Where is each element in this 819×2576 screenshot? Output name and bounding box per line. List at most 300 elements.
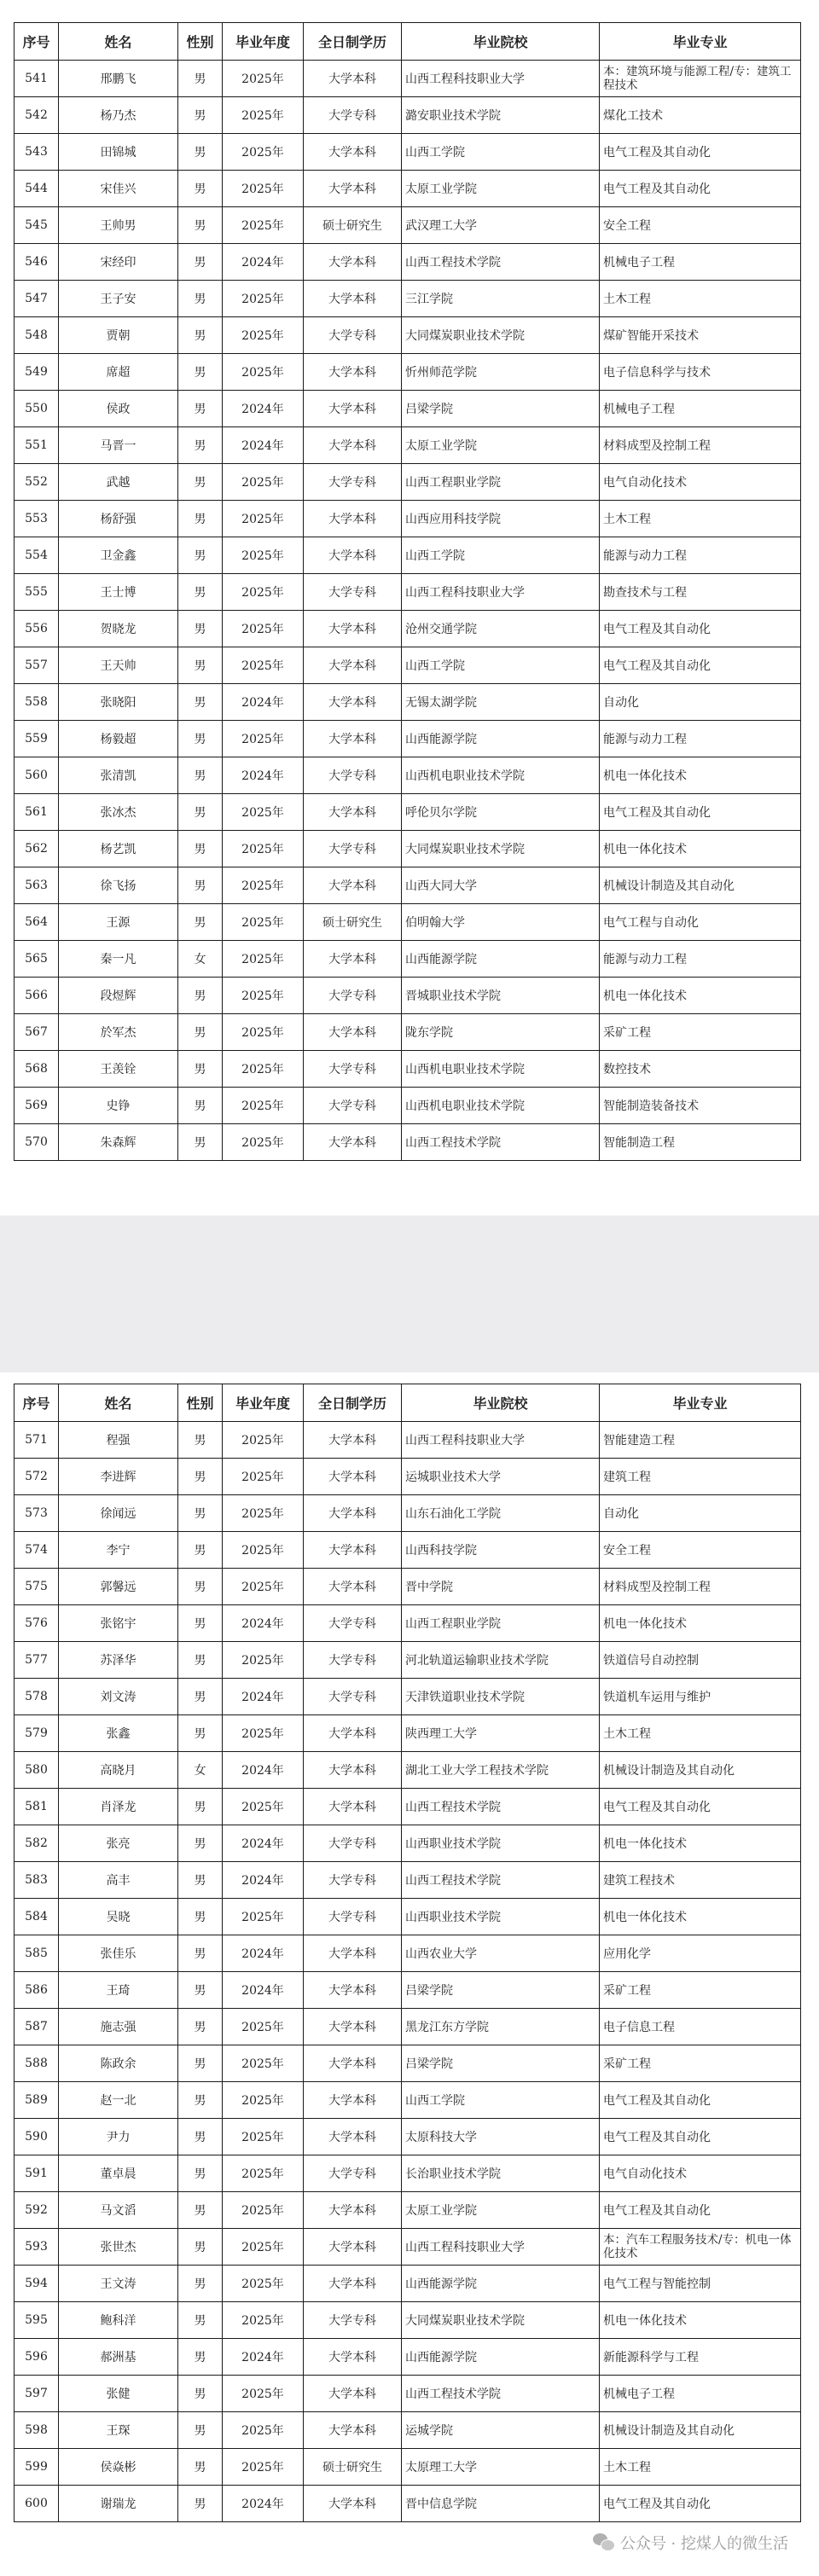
table-row <box>15 647 801 684</box>
cell-year: 2024年 <box>223 1862 304 1899</box>
cell-gender: 男 <box>178 904 223 941</box>
cell-year: 2025年 <box>223 1532 304 1569</box>
header-school: 毕业院校 <box>402 1384 600 1422</box>
cell-degree: 大学本科 <box>304 2119 402 2155</box>
cell-name: 於军杰 <box>59 1014 178 1051</box>
cell-gender: 男 <box>178 1422 223 1459</box>
cell-gender: 男 <box>178 684 223 721</box>
cell-gender: 男 <box>178 427 223 464</box>
cell-school: 山西能源学院 <box>402 721 600 757</box>
cell-gender: 男 <box>178 1935 223 1972</box>
cell-school: 陕西理工大学 <box>402 1715 600 1752</box>
table-row <box>15 1899 801 1935</box>
cell-school: 太原工业学院 <box>402 171 600 207</box>
cell-school: 山西农业大学 <box>402 1935 600 1972</box>
cell-school: 山西科技学院 <box>402 1532 600 1569</box>
cell-major: 电气自动化技术 <box>600 2155 801 2192</box>
cell-degree: 大学本科 <box>304 794 402 831</box>
table-row <box>15 2339 801 2376</box>
cell-school: 长治职业技术学院 <box>402 2155 600 2192</box>
cell-school: 山西能源学院 <box>402 941 600 978</box>
table-row <box>15 244 801 281</box>
cell-year: 2025年 <box>223 1789 304 1825</box>
cell-gender: 男 <box>178 1642 223 1679</box>
table-row <box>15 1642 801 1679</box>
cell-no: 594 <box>15 2266 59 2302</box>
cell-no: 560 <box>15 757 59 794</box>
cell-name: 杨毅超 <box>59 721 178 757</box>
cell-school: 大同煤炭职业技术学院 <box>402 317 600 354</box>
cell-name: 宋经印 <box>59 244 178 281</box>
cell-no: 584 <box>15 1899 59 1935</box>
table-row <box>15 1088 801 1124</box>
cell-major: 能源与动力工程 <box>600 537 801 574</box>
cell-year: 2024年 <box>223 1679 304 1715</box>
table-row <box>15 97 801 134</box>
cell-school: 伯明翰大学 <box>402 904 600 941</box>
header-year: 毕业年度 <box>223 1384 304 1422</box>
cell-school: 大同煤炭职业技术学院 <box>402 2302 600 2339</box>
cell-no: 579 <box>15 1715 59 1752</box>
cell-major: 智能制造装备技术 <box>600 1088 801 1124</box>
header-gender: 性别 <box>178 1384 223 1422</box>
cell-name: 王羡铨 <box>59 1051 178 1088</box>
cell-year: 2025年 <box>223 1715 304 1752</box>
cell-name: 尹力 <box>59 2119 178 2155</box>
cell-year: 2025年 <box>223 2302 304 2339</box>
cell-major: 应用化学 <box>600 1935 801 1972</box>
table-row <box>15 134 801 171</box>
cell-school: 无锡太湖学院 <box>402 684 600 721</box>
cell-degree: 大学本科 <box>304 1495 402 1532</box>
cell-gender: 男 <box>178 1088 223 1124</box>
cell-degree: 大学本科 <box>304 1715 402 1752</box>
cell-year: 2025年 <box>223 794 304 831</box>
cell-gender: 男 <box>178 2229 223 2266</box>
table-row <box>15 501 801 537</box>
cell-year: 2024年 <box>223 1935 304 1972</box>
table-row <box>15 1972 801 2009</box>
cell-degree: 大学专科 <box>304 574 402 611</box>
cell-year: 2025年 <box>223 2082 304 2119</box>
cell-major: 电气工程及其自动化 <box>600 611 801 647</box>
cell-school: 山西机电职业技术学院 <box>402 1051 600 1088</box>
cell-degree: 大学专科 <box>304 2302 402 2339</box>
cell-no: 563 <box>15 867 59 904</box>
cell-degree: 大学专科 <box>304 1088 402 1124</box>
cell-major: 机电一体化技术 <box>600 1899 801 1935</box>
cell-degree: 大学本科 <box>304 867 402 904</box>
cell-gender: 男 <box>178 1124 223 1161</box>
cell-name: 杨乃杰 <box>59 97 178 134</box>
cell-year: 2025年 <box>223 1642 304 1679</box>
cell-school: 吕梁学院 <box>402 1972 600 2009</box>
roster-table-1 <box>14 22 801 1161</box>
cell-year: 2025年 <box>223 1569 304 1605</box>
cell-year: 2025年 <box>223 2119 304 2155</box>
cell-gender: 男 <box>178 574 223 611</box>
cell-no: 546 <box>15 244 59 281</box>
cell-year: 2025年 <box>223 97 304 134</box>
cell-gender: 男 <box>178 2192 223 2229</box>
cell-major: 土木工程 <box>600 501 801 537</box>
cell-name: 朱森辉 <box>59 1124 178 1161</box>
header-major: 毕业专业 <box>600 1384 801 1422</box>
table-row <box>15 1495 801 1532</box>
cell-degree: 大学本科 <box>304 354 402 391</box>
cell-gender: 男 <box>178 2376 223 2412</box>
table-row <box>15 391 801 427</box>
cell-no: 541 <box>15 61 59 97</box>
cell-no: 599 <box>15 2449 59 2486</box>
cell-year: 2025年 <box>223 1014 304 1051</box>
cell-no: 567 <box>15 1014 59 1051</box>
cell-year: 2024年 <box>223 2486 304 2522</box>
cell-no: 575 <box>15 1569 59 1605</box>
cell-name: 李宁 <box>59 1532 178 1569</box>
cell-major: 自动化 <box>600 684 801 721</box>
cell-year: 2025年 <box>223 2376 304 2412</box>
cell-degree: 大学专科 <box>304 1605 402 1642</box>
cell-major: 电子信息科学与技术 <box>600 354 801 391</box>
cell-no: 572 <box>15 1459 59 1495</box>
cell-school: 吕梁学院 <box>402 2045 600 2082</box>
cell-degree: 大学本科 <box>304 2009 402 2045</box>
cell-degree: 大学本科 <box>304 1124 402 1161</box>
table-row <box>15 1124 801 1161</box>
cell-year: 2025年 <box>223 1124 304 1161</box>
cell-name: 杨舒强 <box>59 501 178 537</box>
cell-gender: 男 <box>178 794 223 831</box>
cell-gender: 男 <box>178 1862 223 1899</box>
cell-degree: 大学本科 <box>304 1422 402 1459</box>
cell-major: 勘查技术与工程 <box>600 574 801 611</box>
cell-major: 材料成型及控制工程 <box>600 427 801 464</box>
cell-no: 583 <box>15 1862 59 1899</box>
cell-major: 采矿工程 <box>600 1972 801 2009</box>
cell-name: 张鑫 <box>59 1715 178 1752</box>
cell-year: 2025年 <box>223 2045 304 2082</box>
table-row <box>15 1862 801 1899</box>
cell-degree: 大学本科 <box>304 1532 402 1569</box>
table-row <box>15 684 801 721</box>
cell-school: 忻州师范学院 <box>402 354 600 391</box>
cell-no: 551 <box>15 427 59 464</box>
cell-year: 2024年 <box>223 757 304 794</box>
cell-gender: 男 <box>178 1899 223 1935</box>
cell-gender: 男 <box>178 2082 223 2119</box>
header-year: 毕业年度 <box>223 23 304 61</box>
cell-year: 2025年 <box>223 1088 304 1124</box>
cell-major: 电气工程及其自动化 <box>600 1789 801 1825</box>
cell-degree: 大学本科 <box>304 1752 402 1789</box>
cell-gender: 男 <box>178 757 223 794</box>
cell-degree: 大学本科 <box>304 2045 402 2082</box>
cell-school: 陇东学院 <box>402 1014 600 1051</box>
cell-year: 2025年 <box>223 2192 304 2229</box>
cell-year: 2025年 <box>223 831 304 867</box>
cell-no: 596 <box>15 2339 59 2376</box>
cell-gender: 男 <box>178 2009 223 2045</box>
cell-major: 数控技术 <box>600 1051 801 1088</box>
cell-major: 电气工程及其自动化 <box>600 2192 801 2229</box>
cell-name: 史铮 <box>59 1088 178 1124</box>
cell-school: 山西工程科技职业大学 <box>402 574 600 611</box>
cell-degree: 大学本科 <box>304 2376 402 2412</box>
cell-degree: 大学专科 <box>304 97 402 134</box>
cell-major: 铁道信号自动控制 <box>600 1642 801 1679</box>
cell-name: 张世杰 <box>59 2229 178 2266</box>
cell-no: 547 <box>15 281 59 317</box>
cell-gender: 男 <box>178 1679 223 1715</box>
cell-no: 586 <box>15 1972 59 2009</box>
cell-year: 2025年 <box>223 1459 304 1495</box>
cell-no: 588 <box>15 2045 59 2082</box>
cell-no: 562 <box>15 831 59 867</box>
cell-major: 采矿工程 <box>600 1014 801 1051</box>
cell-school: 山西应用科技学院 <box>402 501 600 537</box>
cell-no: 552 <box>15 464 59 501</box>
cell-name: 邢鹏飞 <box>59 61 178 97</box>
cell-year: 2025年 <box>223 2449 304 2486</box>
cell-gender: 男 <box>178 1715 223 1752</box>
cell-major: 机电一体化技术 <box>600 757 801 794</box>
table-row <box>15 794 801 831</box>
cell-major: 电子信息工程 <box>600 2009 801 2045</box>
table-row <box>15 1569 801 1605</box>
cell-name: 董卓晨 <box>59 2155 178 2192</box>
cell-gender: 男 <box>178 1825 223 1862</box>
cell-major: 能源与动力工程 <box>600 721 801 757</box>
table-row <box>15 2412 801 2449</box>
cell-degree: 大学本科 <box>304 61 402 97</box>
table-row <box>15 904 801 941</box>
cell-no: 569 <box>15 1088 59 1124</box>
cell-year: 2025年 <box>223 134 304 171</box>
cell-gender: 男 <box>178 317 223 354</box>
cell-major: 机电一体化技术 <box>600 2302 801 2339</box>
cell-school: 山东石油化工学院 <box>402 1495 600 1532</box>
cell-major: 机械电子工程 <box>600 2376 801 2412</box>
cell-no: 587 <box>15 2009 59 2045</box>
cell-name: 王士博 <box>59 574 178 611</box>
cell-degree: 大学本科 <box>304 1569 402 1605</box>
cell-year: 2025年 <box>223 61 304 97</box>
cell-gender: 男 <box>178 1972 223 2009</box>
cell-no: 561 <box>15 794 59 831</box>
cell-degree: 大学本科 <box>304 134 402 171</box>
cell-name: 宋佳兴 <box>59 171 178 207</box>
table-row <box>15 2266 801 2302</box>
header-major: 毕业专业 <box>600 23 801 61</box>
cell-school: 山西工程职业学院 <box>402 464 600 501</box>
cell-year: 2024年 <box>223 1605 304 1642</box>
cell-name: 王子安 <box>59 281 178 317</box>
header-name: 姓名 <box>59 1384 178 1422</box>
cell-gender: 男 <box>178 611 223 647</box>
cell-gender: 男 <box>178 831 223 867</box>
cell-name: 郭馨远 <box>59 1569 178 1605</box>
cell-degree: 大学本科 <box>304 2266 402 2302</box>
cell-gender: 男 <box>178 2155 223 2192</box>
cell-name: 杨艺凯 <box>59 831 178 867</box>
cell-school: 山西工学院 <box>402 2082 600 2119</box>
cell-gender: 男 <box>178 867 223 904</box>
cell-degree: 大学专科 <box>304 757 402 794</box>
cell-no: 542 <box>15 97 59 134</box>
table-row <box>15 757 801 794</box>
cell-year: 2025年 <box>223 281 304 317</box>
table-row <box>15 281 801 317</box>
header-name: 姓名 <box>59 23 178 61</box>
cell-school: 吕梁学院 <box>402 391 600 427</box>
cell-school: 山西工程技术学院 <box>402 1124 600 1161</box>
cell-degree: 大学本科 <box>304 2486 402 2522</box>
cell-year: 2025年 <box>223 464 304 501</box>
cell-year: 2025年 <box>223 2229 304 2266</box>
table-header-row <box>15 23 801 61</box>
cell-year: 2025年 <box>223 1051 304 1088</box>
table-row <box>15 1051 801 1088</box>
cell-major: 新能源科学与工程 <box>600 2339 801 2376</box>
cell-year: 2025年 <box>223 1422 304 1459</box>
cell-gender: 男 <box>178 1569 223 1605</box>
table-row <box>15 207 801 244</box>
cell-gender: 男 <box>178 501 223 537</box>
cell-degree: 大学本科 <box>304 427 402 464</box>
cell-year: 2025年 <box>223 317 304 354</box>
cell-major: 电气工程及其自动化 <box>600 2119 801 2155</box>
cell-no: 556 <box>15 611 59 647</box>
header-gender: 性别 <box>178 23 223 61</box>
table-row <box>15 2082 801 2119</box>
cell-major: 机械设计制造及其自动化 <box>600 1752 801 1789</box>
cell-degree: 大学本科 <box>304 2082 402 2119</box>
cell-gender: 男 <box>178 134 223 171</box>
cell-year: 2024年 <box>223 684 304 721</box>
cell-no: 548 <box>15 317 59 354</box>
cell-no: 585 <box>15 1935 59 1972</box>
cell-no: 578 <box>15 1679 59 1715</box>
cell-no: 574 <box>15 1532 59 1569</box>
cell-degree: 硕士研究生 <box>304 207 402 244</box>
cell-no: 590 <box>15 2119 59 2155</box>
cell-no: 553 <box>15 501 59 537</box>
cell-degree: 大学本科 <box>304 244 402 281</box>
cell-degree: 大学专科 <box>304 1862 402 1899</box>
cell-name: 马文滔 <box>59 2192 178 2229</box>
cell-school: 运城职业技术大学 <box>402 1459 600 1495</box>
header-no: 序号 <box>15 23 59 61</box>
table-row <box>15 171 801 207</box>
header-degree: 全日制学历 <box>304 23 402 61</box>
cell-gender: 男 <box>178 1051 223 1088</box>
cell-degree: 大学专科 <box>304 978 402 1014</box>
cell-no: 582 <box>15 1825 59 1862</box>
cell-major: 电气工程及其自动化 <box>600 647 801 684</box>
cell-school: 沧州交通学院 <box>402 611 600 647</box>
cell-no: 544 <box>15 171 59 207</box>
cell-year: 2024年 <box>223 2339 304 2376</box>
cell-year: 2025年 <box>223 2155 304 2192</box>
cell-no: 570 <box>15 1124 59 1161</box>
cell-gender: 男 <box>178 1014 223 1051</box>
cell-school: 山西工学院 <box>402 647 600 684</box>
header-no: 序号 <box>15 1384 59 1422</box>
cell-gender: 女 <box>178 1752 223 1789</box>
cell-school: 山西工程职业学院 <box>402 1605 600 1642</box>
cell-name: 王琛 <box>59 2412 178 2449</box>
cell-year: 2025年 <box>223 941 304 978</box>
cell-gender: 男 <box>178 2486 223 2522</box>
table-row <box>15 941 801 978</box>
table-row <box>15 2486 801 2522</box>
cell-degree: 硕士研究生 <box>304 904 402 941</box>
wechat-icon <box>593 2533 615 2552</box>
cell-school: 山西工程技术学院 <box>402 1862 600 1899</box>
table-row <box>15 2192 801 2229</box>
cell-name: 张佳乐 <box>59 1935 178 1972</box>
table-row <box>15 1459 801 1495</box>
table-row <box>15 317 801 354</box>
cell-year: 2025年 <box>223 2266 304 2302</box>
cell-name: 贺晓龙 <box>59 611 178 647</box>
cell-school: 山西职业技术学院 <box>402 1899 600 1935</box>
cell-name: 张冰杰 <box>59 794 178 831</box>
cell-no: 576 <box>15 1605 59 1642</box>
cell-school: 山西职业技术学院 <box>402 1825 600 1862</box>
roster-table-2 <box>14 1384 801 2522</box>
table-row <box>15 1679 801 1715</box>
cell-name: 张健 <box>59 2376 178 2412</box>
cell-year: 2025年 <box>223 2009 304 2045</box>
cell-school: 运城学院 <box>402 2412 600 2449</box>
cell-gender: 男 <box>178 2119 223 2155</box>
cell-name: 武越 <box>59 464 178 501</box>
cell-name: 马晋一 <box>59 427 178 464</box>
cell-major: 电气工程与智能控制 <box>600 2266 801 2302</box>
cell-year: 2025年 <box>223 574 304 611</box>
cell-name: 施志强 <box>59 2009 178 2045</box>
cell-school: 太原理工大学 <box>402 2449 600 2486</box>
cell-name: 王源 <box>59 904 178 941</box>
cell-degree: 大学本科 <box>304 941 402 978</box>
cell-major: 建筑工程技术 <box>600 1862 801 1899</box>
table-row <box>15 464 801 501</box>
cell-no: 545 <box>15 207 59 244</box>
table-header-row <box>15 1384 801 1422</box>
table-row <box>15 867 801 904</box>
table-row <box>15 574 801 611</box>
cell-no: 573 <box>15 1495 59 1532</box>
cell-degree: 大学专科 <box>304 1051 402 1088</box>
cell-no: 581 <box>15 1789 59 1825</box>
cell-name: 席超 <box>59 354 178 391</box>
cell-school: 山西能源学院 <box>402 2339 600 2376</box>
cell-major: 电气工程及其自动化 <box>600 2082 801 2119</box>
cell-year: 2025年 <box>223 1899 304 1935</box>
cell-name: 王文涛 <box>59 2266 178 2302</box>
cell-degree: 大学专科 <box>304 831 402 867</box>
cell-school: 山西工程科技职业大学 <box>402 61 600 97</box>
table-row <box>15 1935 801 1972</box>
cell-major: 本：汽车工程服务技术/专：机电一体化技术 <box>600 2229 801 2266</box>
table-row <box>15 2009 801 2045</box>
cell-major: 机械设计制造及其自动化 <box>600 867 801 904</box>
cell-year: 2025年 <box>223 171 304 207</box>
cell-major: 机电一体化技术 <box>600 831 801 867</box>
cell-degree: 大学本科 <box>304 1789 402 1825</box>
